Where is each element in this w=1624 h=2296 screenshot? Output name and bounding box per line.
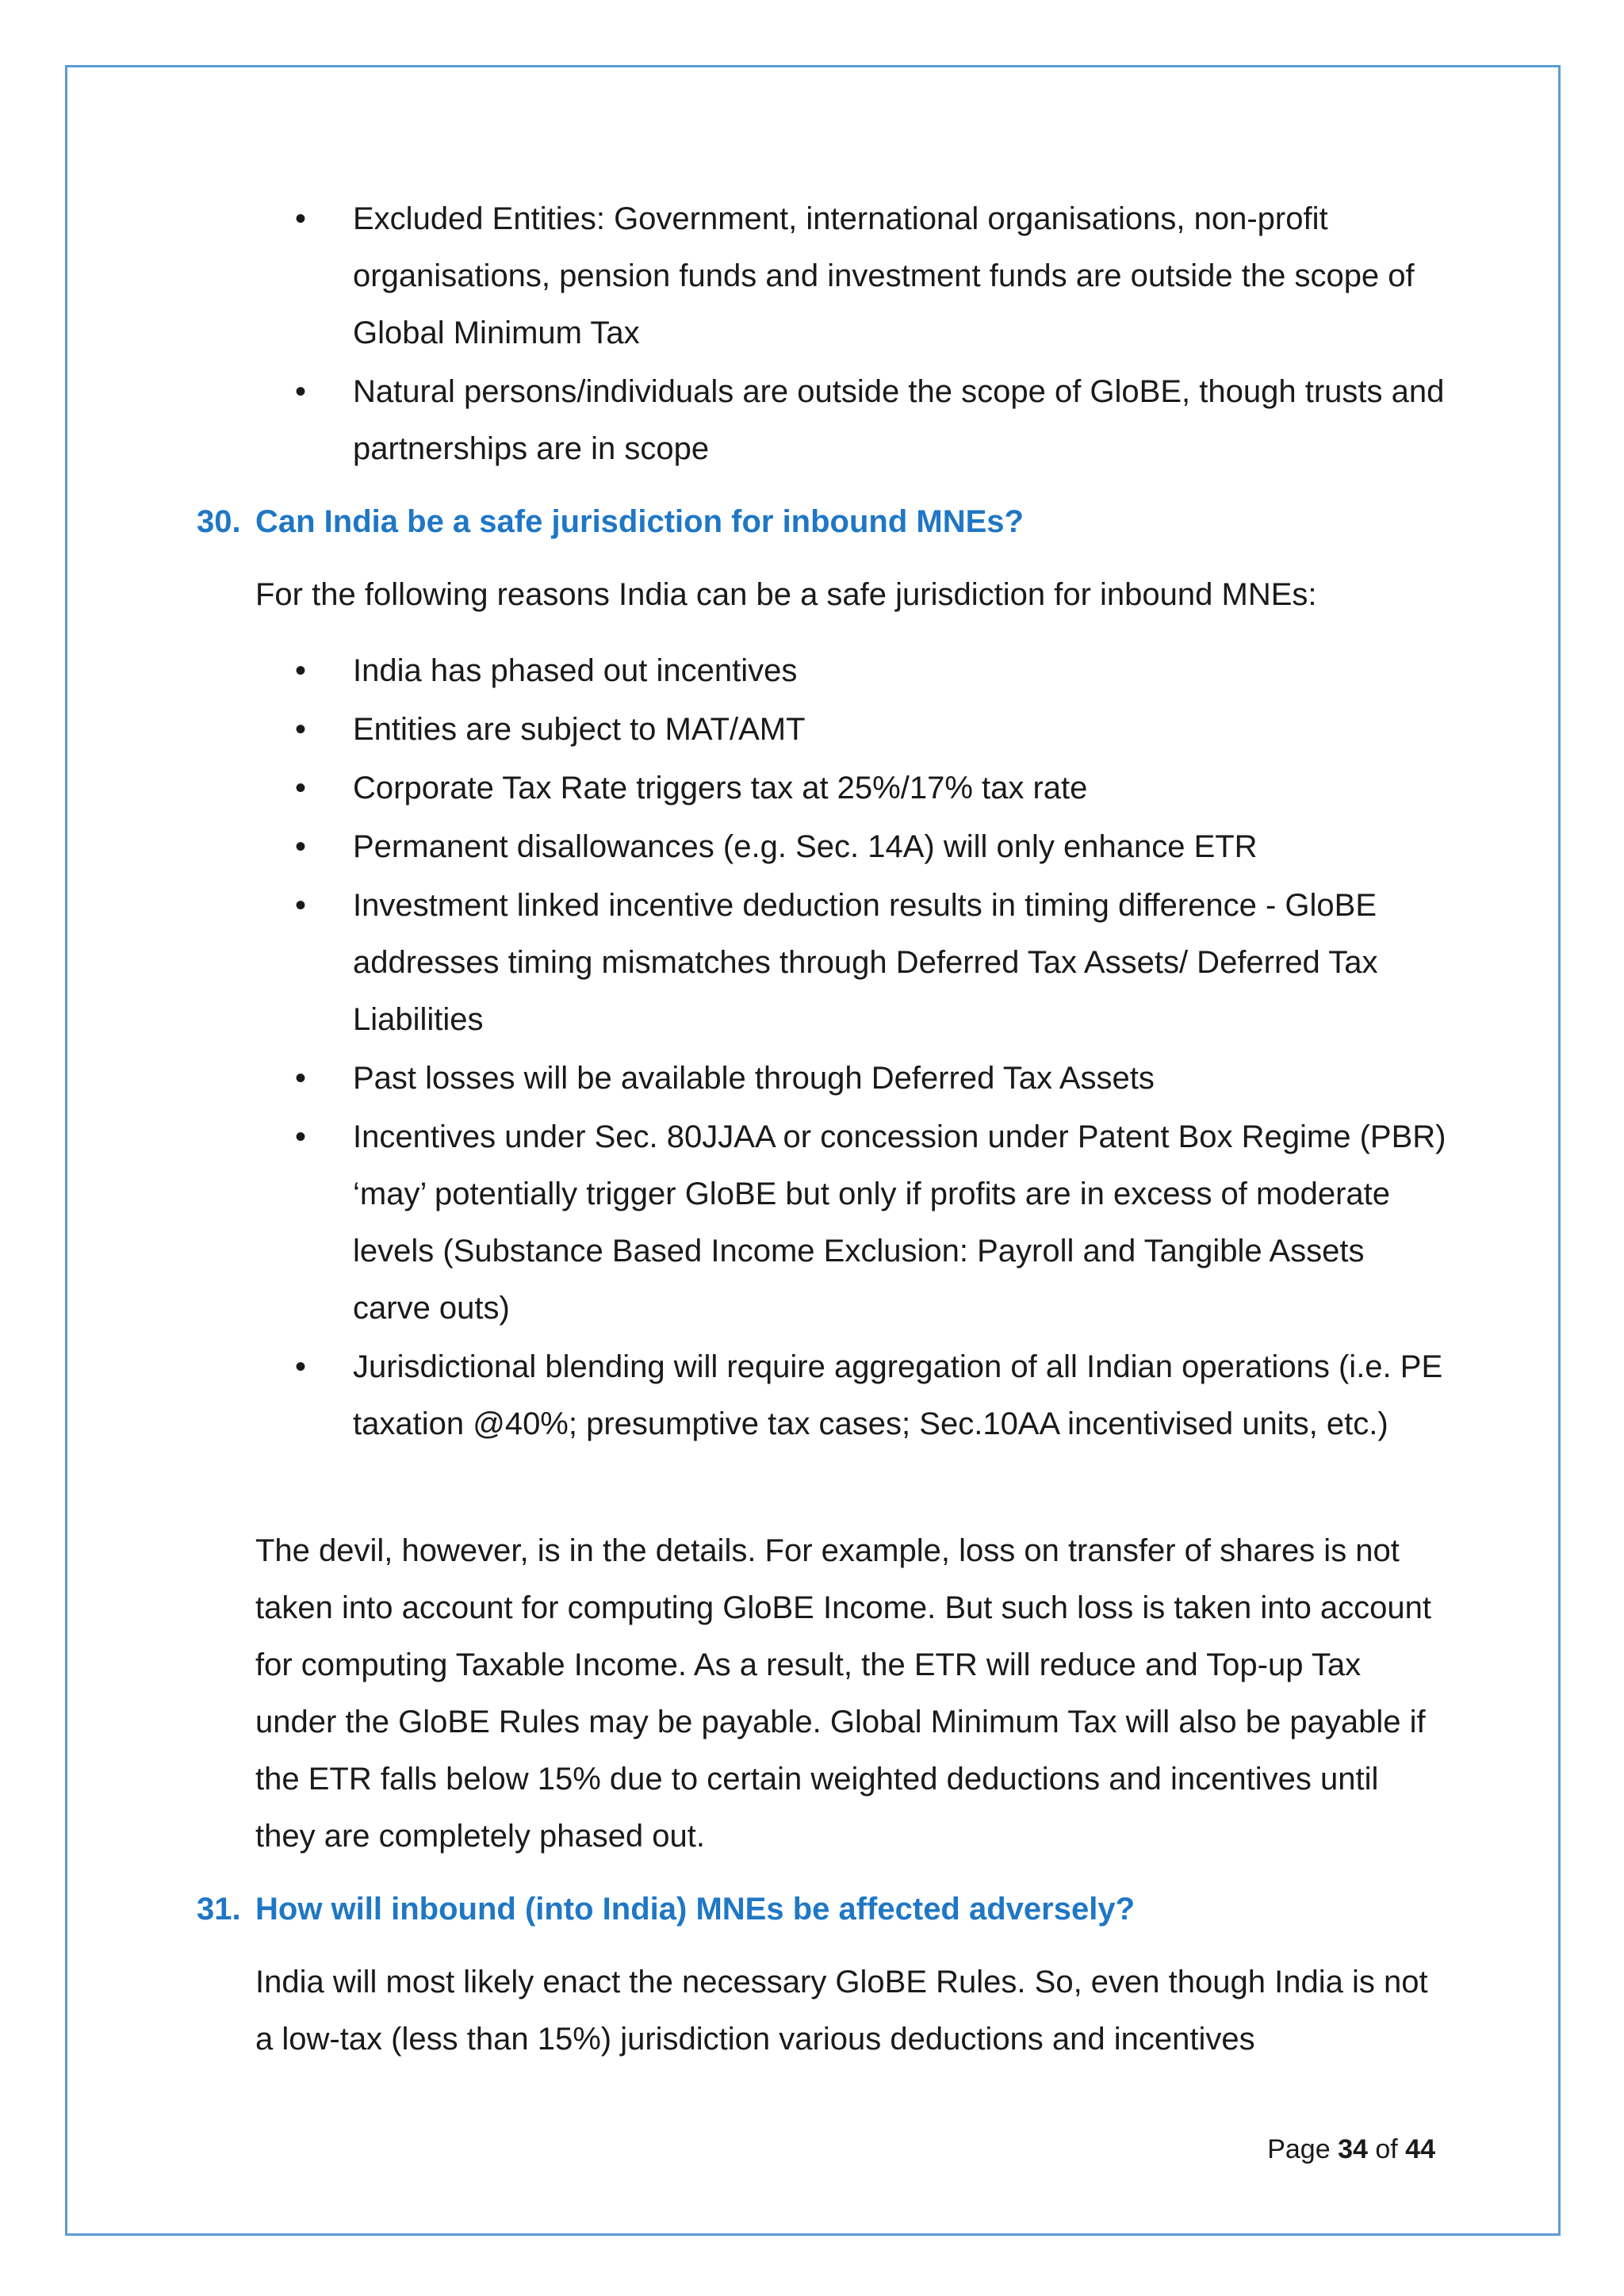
heading-number: 30.: [197, 504, 241, 539]
bullet-icon: •: [295, 712, 307, 747]
bullet-icon: •: [295, 771, 307, 806]
bullet-text: Investment linked incentive deduction results in timing difference - GloBE addresses timing mismatches through Deferred Tax Assets/ Deferred Tax Liabilities: [353, 888, 1378, 1037]
list-item: [0, 642, 1624, 699]
list-item: [0, 818, 1624, 875]
list-item: [0, 877, 1624, 1048]
question-30-heading: [197, 499, 1465, 544]
heading-title: How will inbound (into India) MNEs be affected adversely?: [255, 1892, 1136, 1927]
bullet-text: Jurisdictional blending will require aggregation of all Indian operations (i.e. PE taxation @40%; presumptive tax cases; Sec.10AA incentivised units, etc.): [353, 1349, 1443, 1441]
list-item: [0, 1338, 1624, 1452]
bullet-icon: •: [295, 888, 307, 923]
bullet-text: Corporate Tax Rate triggers tax at 25%/17% tax rate: [353, 771, 1088, 806]
question-30-bullet-list: [0, 642, 1624, 1454]
bullet-text: Natural persons/individuals are outside the scope of GloBE, though trusts and partnerships are in scope: [353, 374, 1445, 466]
list-item: [0, 190, 1624, 362]
page-prefix: Page: [1267, 2134, 1331, 2164]
list-item: [0, 1050, 1624, 1107]
question-30-intro: For the following reasons India can be a safe jurisdiction for inbound MNEs:: [255, 577, 1317, 612]
bullet-text: Incentives under Sec. 80JJAA or concession under Patent Box Regime (PBR) ‘may’ potentially trigger GloBE but only if profits are in excess of moderate levels (Substance Based Income Exclusion: Payroll and Tangible Assets carve outs): [353, 1119, 1446, 1326]
bullet-text: Entities are subject to MAT/AMT: [353, 712, 806, 747]
bullet-icon: •: [295, 1119, 307, 1154]
bullet-text: India has phased out incentives: [353, 653, 798, 688]
question-30-conclusion: The devil, however, is in the details. For example, loss on transfer of shares is not taken into account for computing GloBE Income. But such loss is taken into account for computing Taxable Income. As a result, the ETR will reduce and Top-up Tax under the GloBE Rules may be payable. Global Minimum Tax will also be payable if the ETR falls below 15% due to certain weighted deductions and incentives until they are completely phased out.: [255, 1533, 1432, 1854]
bullet-icon: •: [295, 829, 307, 864]
page-current: 34: [1338, 2134, 1368, 2164]
bullet-icon: •: [295, 1061, 307, 1096]
bullet-icon: •: [295, 653, 307, 688]
bullet-text: Excluded Entities: Government, international organisations, non-profit organisations, pension funds and investment funds are outside the scope of Global Minimum Tax: [353, 201, 1415, 350]
bullet-icon: •: [295, 1349, 307, 1384]
question-31-heading: [197, 1887, 1465, 1931]
list-item: [0, 1108, 1624, 1337]
page-of: of: [1375, 2134, 1398, 2164]
bullet-text: Permanent disallowances (e.g. Sec. 14A) will only enhance ETR: [353, 829, 1258, 864]
heading-number: 31.: [197, 1892, 241, 1927]
top-bullet-list: [0, 190, 1624, 479]
heading-title: Can India be a safe jurisdiction for inbound MNEs?: [255, 504, 1024, 539]
bullet-text: Past losses will be available through Deferred Tax Assets: [353, 1061, 1155, 1096]
list-item: [0, 760, 1624, 817]
page-total: 44: [1405, 2134, 1435, 2164]
list-item: [0, 363, 1624, 477]
bullet-icon: •: [295, 374, 307, 409]
page-number: [1267, 2134, 1435, 2165]
question-31-intro: India will most likely enact the necessary GloBE Rules. So, even though India is not a low-tax (less than 15%) jurisdiction various deductions and incentives: [255, 1965, 1428, 2057]
bullet-icon: •: [295, 201, 307, 236]
list-item: [0, 701, 1624, 758]
